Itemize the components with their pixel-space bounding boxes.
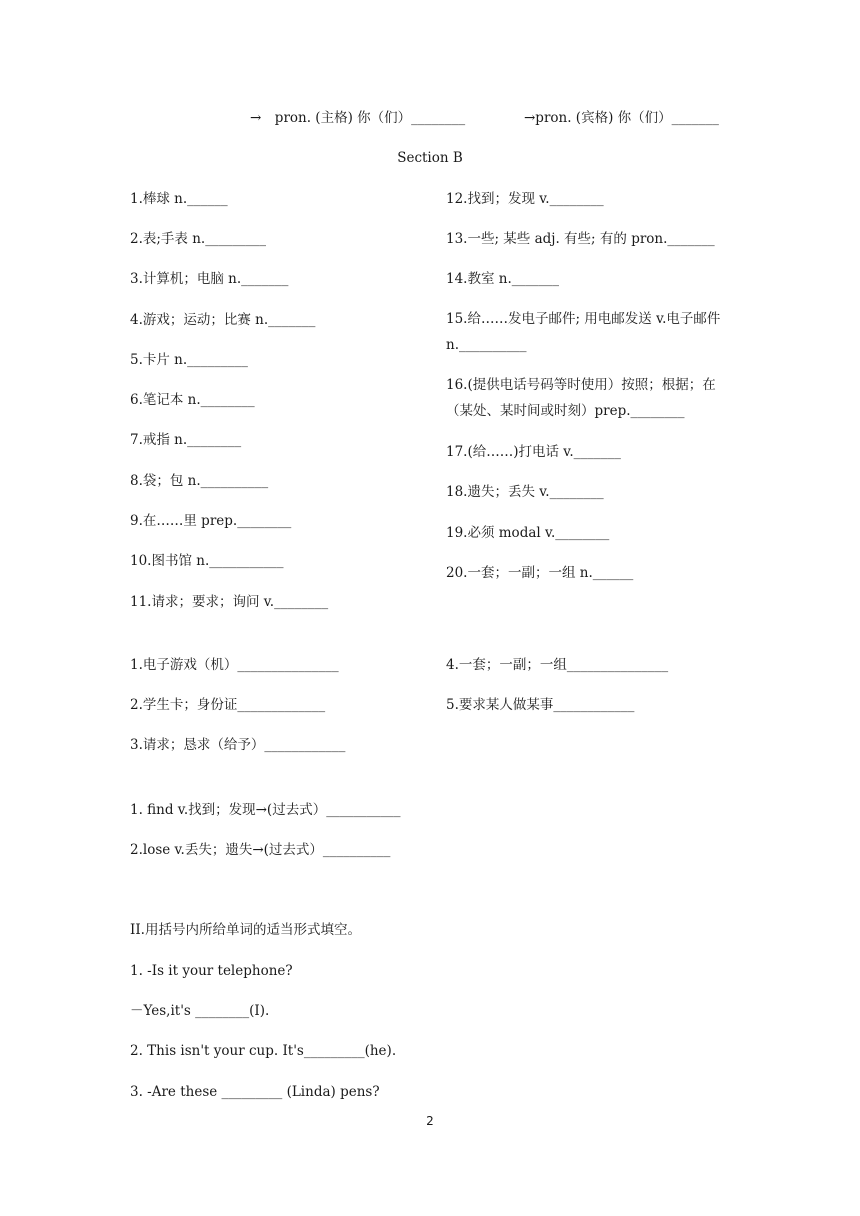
word-form-item: 2.lose v.丢失；遗失→(过去式）__________ [130, 842, 391, 858]
vocab-item: 15.给……发电子邮件; 用电邮发送 v.电子邮件 n.__________ [446, 311, 721, 353]
vocab-item: 6.笔记本 n.________ [130, 392, 255, 408]
phrase-item: 3.请求；恳求（给予）____________ [130, 737, 346, 753]
exercise-line: 1. -Is it your telephone? [130, 963, 293, 979]
vocab-item: 18.遗失；丢失 v.________ [446, 484, 604, 500]
vocab-item: 12.找到；发现 v.________ [446, 191, 604, 207]
phrase-item: 5.要求某人做某事____________ [446, 697, 635, 713]
vocab-item: 14.教室 n._______ [446, 271, 559, 287]
vocab-item: 7.戒指 n.________ [130, 432, 242, 448]
phrase-item: 4.一套；一副；一组_______________ [446, 657, 669, 673]
phrase-item: 1.电子游戏（机）_______________ [130, 657, 339, 673]
page-number: 2 [426, 1114, 434, 1128]
header-object-pronoun: →pron. (宾格) 你（们）_______ [524, 110, 719, 126]
exercise-heading: II.用括号内所给单词的适当形式填空。 [130, 922, 361, 938]
vocab-item: 9.在……里 prep.________ [130, 513, 292, 529]
vocab-item: 19.必须 modal v.________ [446, 525, 610, 541]
vocab-item: 8.袋；包 n.__________ [130, 473, 269, 489]
phrase-item: 2.学生卡；身份证_____________ [130, 697, 326, 713]
vocab-item: 13.一些; 某些 adj. 有些; 有的 pron._______ [446, 231, 715, 247]
section-title: Section B [397, 150, 463, 166]
exercise-line: －Yes,it's ________(I). [130, 1003, 270, 1019]
vocab-item: 5.卡片 n._________ [130, 352, 248, 368]
vocab-item: 1.棒球 n.______ [130, 191, 228, 207]
vocab-item: 10.图书馆 n.___________ [130, 553, 284, 569]
exercise-line: 2. This isn't your cup. It's_________(he). [130, 1043, 397, 1059]
vocab-item: 11.请求；要求；询问 v.________ [130, 594, 329, 610]
header-subject-pronoun: → pron. (主格) 你（们）________ [250, 110, 466, 126]
vocab-item: 16.(提供电话号码等时使用）按照；根据；在（某处、某时间或时刻）prep.________ [446, 377, 716, 419]
word-form-item: 1. find v.找到；发现→(过去式）___________ [130, 802, 401, 818]
vocab-item: 4.游戏；运动；比赛 n._______ [130, 312, 316, 328]
vocab-item: 20.一套；一副；一组 n.______ [446, 565, 634, 581]
vocab-item: 2.表;手表 n._________ [130, 231, 266, 247]
vocab-item: 3.计算机；电脑 n._______ [130, 271, 289, 287]
vocab-item: 17.(给……)打电话 v._______ [446, 444, 621, 460]
exercise-line: 3. -Are these _________ (Linda) pens? [130, 1084, 380, 1100]
